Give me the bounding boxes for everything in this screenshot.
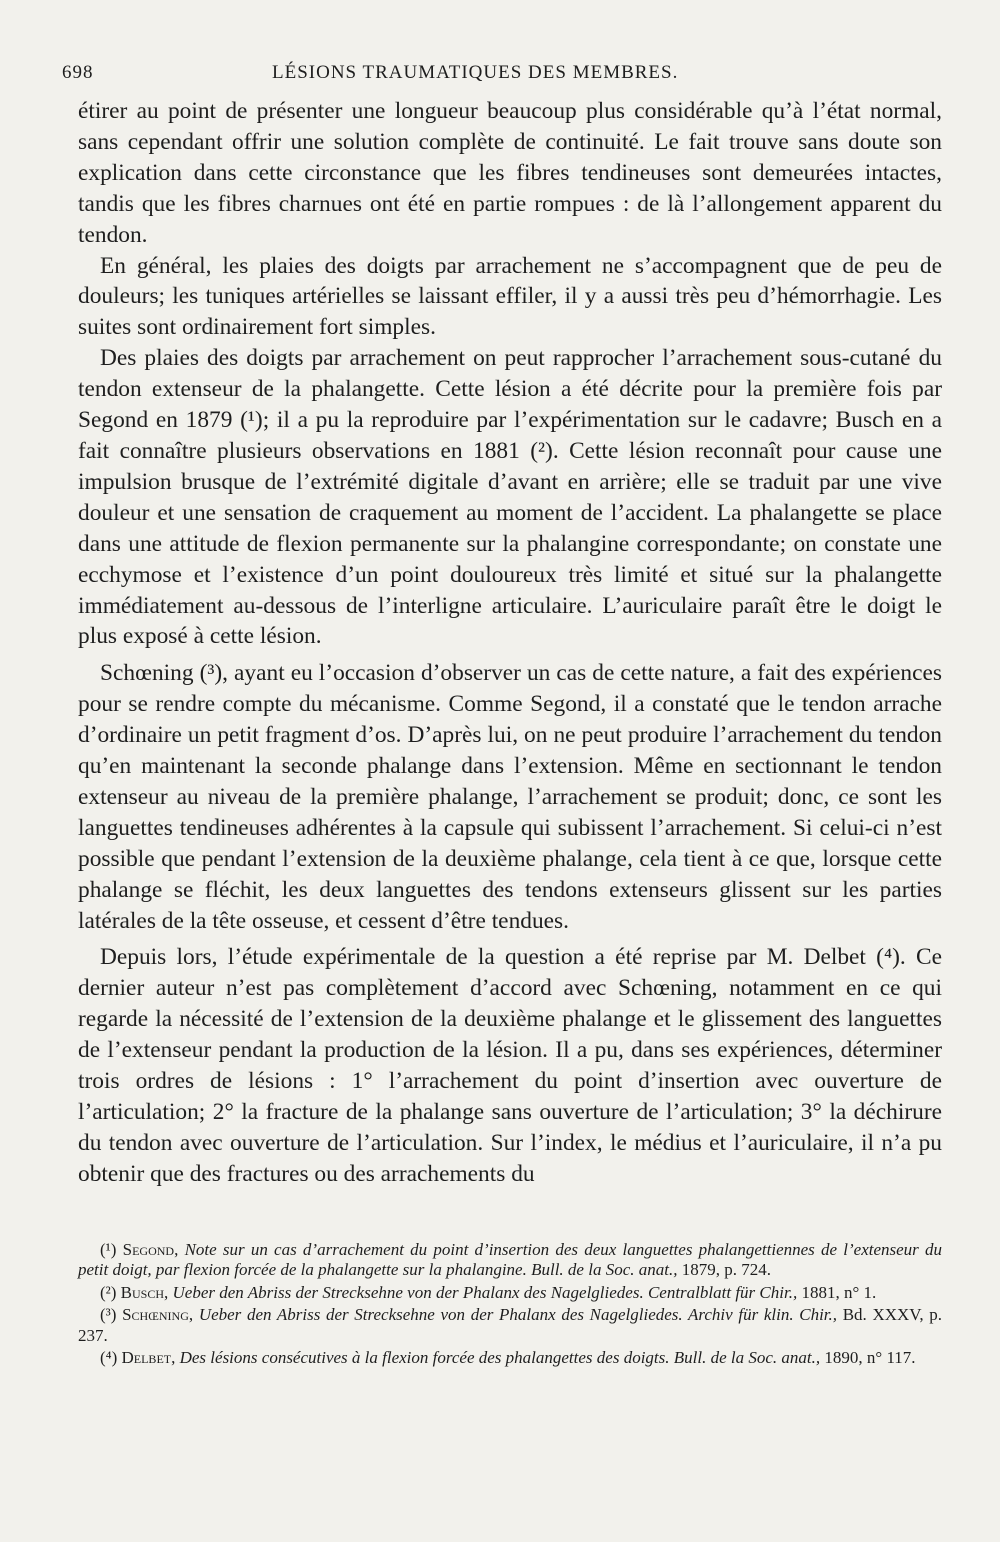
footnote-mark: (³) xyxy=(100,1305,117,1325)
footnote-title: Des lésions consécutives à la flexion forcée des phalangettes des doigts. Bull. de la Soc. anat., xyxy=(179,1348,821,1368)
footnote-author: Segond, xyxy=(122,1240,179,1259)
footnote-ref: 1879, p. 724. xyxy=(681,1260,771,1280)
paragraph: En général, les plaies des doigts par arrachement ne s’accompagnent que de peu de douleurs; les tuniques artérielles se laissant effiler, il y a aussi très peu d’hémorrhagie. Les suites sont ordinairement fort simples. xyxy=(78,252,942,341)
footnote xyxy=(78,1348,942,1368)
footnote-ref: 1890, n° 117. xyxy=(824,1348,916,1368)
paragraph: Depuis lors, l’étude expérimentale de la question a été reprise par M. Delbet (⁴). Ce dernier auteur n’est pas complètement d’accord avec Schœning, notamment en ce qui regarde la nécessité de l’extension de la deuxième phalange et le glissement des languettes de l’extenseur pendant la production de la lésion. Il a pu, dans ses expériences, déterminer trois ordres de lésions : 1° l’arrachement du point d’insertion avec ouverture de l’articulation; 2° la fracture de la phalange sans ouverture de l’articulation; 3° la déchirure du tendon avec ouverture de l’articulation. Sur l’index, le médius et l’auriculaire, il n’a pu obtenir que des fractures ou des arrachements du xyxy=(78,944,942,1187)
footnote-title: Ueber den Abriss der Strecksehne von der Phalanx des Nagelgliedes. Centralblatt für Chir., xyxy=(172,1282,798,1302)
footnote-author: Busch, xyxy=(120,1282,169,1302)
footnote-title: Ueber den Abriss der Strecksehne von der Phalanx des Nagelgliedes. Archiv für klin. Chir., xyxy=(198,1305,838,1325)
paragraph: étirer au point de présenter une longueur beaucoup plus considérable qu’à l’état normal, sans cependant offrir une solution complète de continuité. Le fait trouve sans doute son explication dans cette circonstance que les fibres tendineuses sont demeurées intactes, tandis que les fibres charnues ont été en partie rompues : de là l’allongement apparent du tendon. xyxy=(78,98,942,248)
footnote-author: Delbet, xyxy=(121,1348,176,1368)
footnote xyxy=(78,1240,942,1281)
footnote-title: Note sur un cas d’arrachement du point d’insertion des deux languettes phalangettiennes de l’extenseur du petit doigt, par flexion forcée de la phalangette sur la phalangine. Bull. de la Soc. anat., xyxy=(78,1240,943,1280)
paragraph: Des plaies des doigts par arrachement on peut rapprocher l’arrachement sous-cutané du tendon extenseur de la phalangette. Cette lésion a été décrite pour la première fois par Segond en 1879 (¹); il a pu la reproduire par l’expérimentation sur le cadavre; Busch en a fait connaître plusieurs observations en 1881 (²). Cette lésion reconnaît pour cause une impulsion brusque de l’extrémité digitale d’avant en arrière; elle se traduit par une vive douleur et une sensation de craquement au moment de l’accident. La phalangette se place dans une attitude de flexion permanente sur la phalangine correspondante; on constate une ecchymose et l’existence d’un point douloureux très limité et situé sur la phalangette immédiatement au-dessous de l’interligne articulaire. L’auriculaire paraît être le doigt le plus exposé à cette lésion. xyxy=(78,345,942,650)
main-text xyxy=(78,96,942,1190)
footnote-mark: (¹) xyxy=(100,1240,117,1259)
paragraph: Schœning (³), ayant eu l’occasion d’observer un cas de cette nature, a fait des expériences pour se rendre compte du mécanisme. Comme Segond, il a constaté que le tendon arrache d’ordinaire un petit fragment d’os. D’après lui, on ne peut produire l’arrachement du tendon qu’en maintenant la seconde phalange dans l’extension. Même en sectionnant le tendon extenseur au niveau de la première phalange, l’arrachement se produit; donc, ce sont les languettes tendineuses adhérentes à la capsule qui subissent l’arrachement. Si celui-ci n’est possible que pendant l’extension de la deuxième phalange, cela tient à ce que, lorsque cette phalange se fléchit, les deux languettes des tendons extenseurs glissent sur les parties latérales de la tête osseuse, et cessent d’être tendues. xyxy=(78,660,942,934)
footnote-author: Schœning, xyxy=(122,1305,194,1325)
footnote-mark: (²) xyxy=(100,1282,117,1302)
page-number: 698 xyxy=(62,62,94,83)
footnote-ref: Bd. XXXV, p. 237. xyxy=(78,1305,943,1345)
page-header xyxy=(62,62,942,92)
footnote xyxy=(78,1305,942,1346)
footnote xyxy=(78,1283,942,1303)
footnote-ref: 1881, n° 1. xyxy=(801,1282,877,1302)
footnotes xyxy=(78,1240,942,1370)
running-title: LÉSIONS TRAUMATIQUES DES MEMBRES. xyxy=(272,62,679,83)
footnote-mark: (⁴) xyxy=(100,1348,118,1368)
